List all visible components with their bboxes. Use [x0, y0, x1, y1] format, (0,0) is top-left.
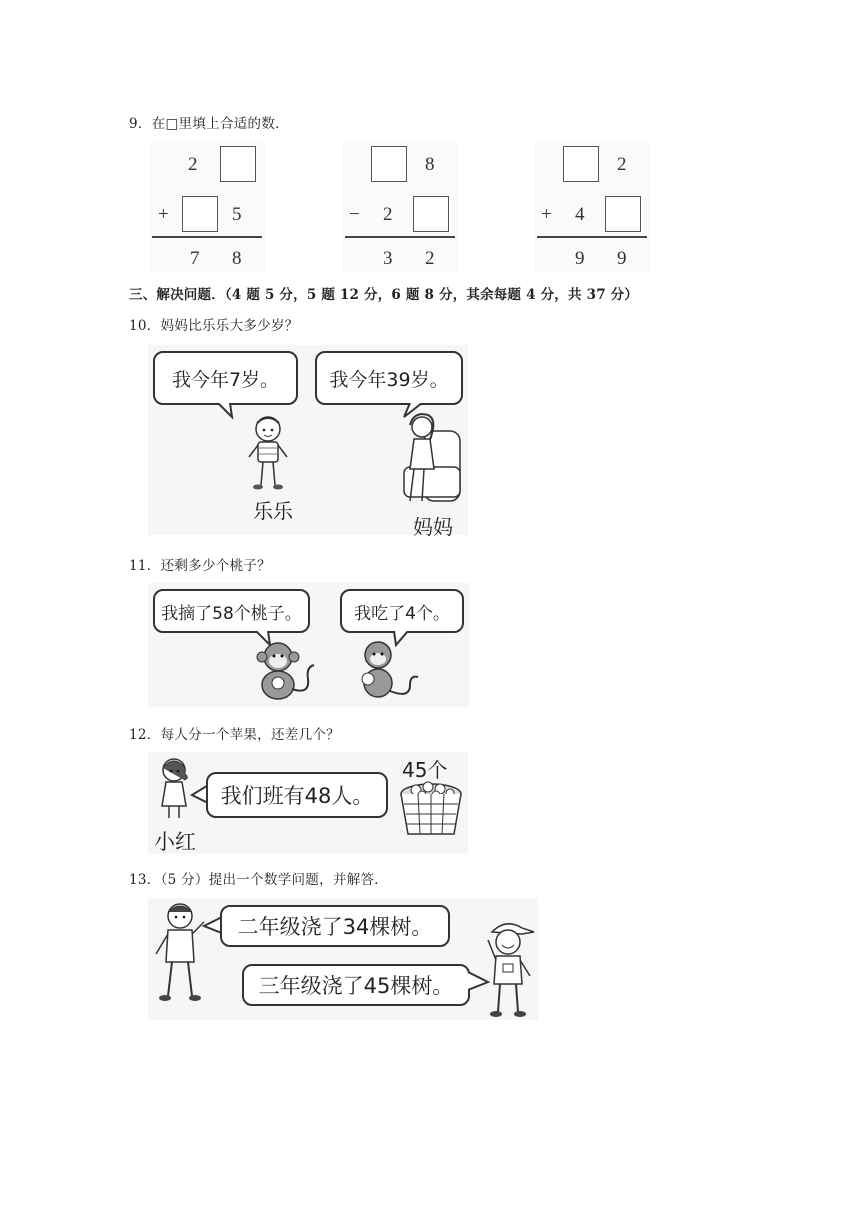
result-digit: 3 — [383, 248, 393, 269]
digit: 2 — [617, 154, 627, 175]
result-digit: 7 — [190, 248, 200, 269]
operator: + — [158, 204, 169, 225]
q10-illustration — [148, 345, 468, 539]
arith-problem-2 — [343, 140, 458, 272]
speech-bubble: 我们班有48人。 — [206, 772, 388, 818]
name-label: 妈妈 — [413, 515, 453, 539]
monkey-figure — [248, 639, 320, 703]
speech-bubble: 我今年7岁。 — [153, 351, 298, 405]
monkey-figure — [348, 639, 420, 703]
q13-text: 13．（5 分）提出一个数学问题，并解答． — [129, 872, 389, 888]
result-digit: 9 — [575, 248, 585, 269]
answer-box[interactable] — [220, 146, 256, 182]
arith-problem-3 — [535, 140, 650, 272]
boy-with-cap-figure — [482, 920, 538, 1020]
sum-line — [152, 236, 262, 238]
result-digit: 2 — [425, 248, 435, 269]
operator: + — [541, 204, 552, 225]
difference-line — [345, 236, 455, 238]
name-label: 小红 — [154, 830, 196, 854]
speech-bubble: 三年级浇了45棵树。 — [242, 964, 470, 1006]
boy-figure — [243, 413, 293, 493]
mother-figure — [400, 411, 464, 507]
digit: 8 — [425, 154, 435, 175]
sum-line — [537, 236, 647, 238]
q11-text: 11．还剩多少个桃子？ — [129, 558, 271, 574]
q10-text: 10．妈妈比乐乐大多少岁？ — [129, 318, 299, 334]
speech-bubble: 我今年39岁。 — [315, 351, 463, 405]
answer-box[interactable] — [182, 196, 218, 232]
speech-bubble: 二年级浇了34棵树。 — [220, 905, 450, 947]
answer-box[interactable] — [563, 146, 599, 182]
apple-basket-icon — [398, 780, 464, 838]
speech-bubble: 我吃了4个。 — [340, 589, 464, 633]
answer-box[interactable] — [371, 146, 407, 182]
digit: 4 — [575, 204, 585, 225]
basket-label: 45个 — [402, 758, 448, 782]
name-label: 乐乐 — [253, 499, 293, 523]
digit: 2 — [383, 204, 393, 225]
q12-text: 12．每人分一个苹果，还差几个？ — [129, 727, 340, 743]
q13-illustration — [148, 898, 538, 1020]
result-digit: 9 — [617, 248, 627, 269]
operator: − — [349, 204, 360, 225]
q9-text: 9．在□里填上合适的数． — [129, 116, 289, 132]
answer-box[interactable] — [413, 196, 449, 232]
result-digit: 8 — [232, 248, 242, 269]
section-heading: 三、解决问题．（4 题 5 分，5 题 12 分，6 题 8 分，其余每题 4 分，共 37 分） — [129, 287, 639, 303]
digit: 2 — [188, 154, 198, 175]
bubble-tail — [208, 403, 248, 423]
digit: 5 — [232, 204, 242, 225]
q11-illustration — [148, 583, 470, 707]
boy-figure — [152, 900, 206, 1004]
arith-problem-1 — [150, 140, 265, 272]
speech-bubble: 我摘了58个桃子。 — [153, 589, 310, 633]
q12-illustration — [148, 752, 468, 854]
answer-box[interactable] — [605, 196, 641, 232]
